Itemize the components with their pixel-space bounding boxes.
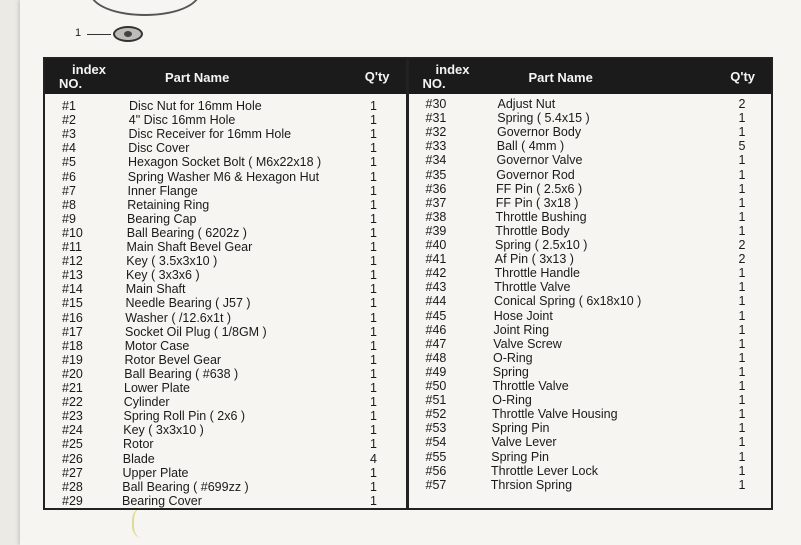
part-index: #10 [62, 225, 83, 240]
part-name: 4" Disc 16mm Hole [128, 113, 236, 128]
part-qty: 1 [738, 209, 746, 224]
part-qty: 1 [738, 477, 746, 492]
part-name: Governor Body [497, 125, 582, 140]
table-header-left [45, 59, 406, 94]
table-row [409, 323, 772, 337]
table-row [45, 296, 406, 310]
table-row [409, 210, 772, 224]
part-name: O-Ring [492, 393, 532, 408]
part-qty: 1 [738, 463, 746, 478]
part-name: Needle Bearing ( J57 ) [125, 296, 251, 311]
table-row [45, 99, 406, 113]
table-row [45, 127, 406, 141]
table-row [409, 294, 772, 308]
part-name: Throttle Valve [494, 280, 571, 295]
part-name: Governor Valve [496, 153, 583, 168]
disc-nut-icon [113, 26, 143, 42]
table-row [45, 325, 406, 339]
table-row [409, 464, 772, 478]
part-qty: 1 [738, 294, 746, 309]
table-row [409, 224, 772, 238]
table-row [45, 395, 406, 409]
part-qty: 5 [738, 139, 746, 154]
table-row [45, 184, 406, 198]
table-row [409, 379, 772, 393]
part-name: Throttle Valve Housing [492, 407, 618, 422]
table-row [409, 393, 772, 407]
part-name: Ball Bearing ( 6202z ) [126, 225, 247, 240]
part-qty: 1 [370, 155, 377, 170]
part-name: Throttle Handle [494, 266, 580, 281]
part-qty: 4 [370, 451, 377, 466]
part-qty: 1 [370, 99, 377, 113]
part-qty: 1 [370, 310, 377, 325]
part-qty: 2 [738, 252, 746, 267]
part-qty: 1 [738, 167, 746, 182]
part-qty: 1 [738, 364, 746, 379]
table-row [409, 125, 772, 139]
part-index: #24 [62, 423, 83, 438]
part-index: #12 [62, 254, 83, 269]
part-qty: 1 [370, 465, 377, 480]
part-index: #48 [425, 350, 447, 365]
part-index: #54 [425, 435, 447, 450]
part-qty: 1 [738, 421, 746, 436]
header-index [423, 63, 483, 91]
part-qty: 1 [738, 350, 746, 365]
table-row [45, 494, 406, 508]
part-qty: 1 [738, 111, 746, 126]
part-name: Main Shaft Bevel Gear [126, 240, 253, 254]
table-row [45, 170, 406, 184]
part-index: #35 [425, 167, 447, 182]
diagram-fragment [90, 0, 200, 16]
parts-table [43, 57, 773, 510]
table-row [45, 141, 406, 155]
part-index: #37 [425, 195, 447, 210]
part-index: #53 [425, 421, 447, 436]
header-part-name: Part Name [165, 70, 230, 85]
part-name: Spring Roll Pin ( 2x6 ) [123, 409, 246, 424]
part-name: Washer ( /12.6x1t ) [125, 310, 232, 325]
part-name: Disc Cover [128, 141, 190, 156]
part-qty: 1 [370, 493, 377, 508]
table-row [45, 353, 406, 367]
callout-number: 1 [75, 27, 82, 39]
table-row [409, 309, 772, 323]
part-name: Conical Spring ( 6x18x10 ) [494, 294, 642, 309]
part-qty: 1 [738, 308, 746, 323]
part-qty: 1 [738, 322, 746, 337]
table-row [409, 153, 772, 167]
table-row [409, 139, 772, 153]
part-qty: 1 [370, 437, 377, 452]
table-row [45, 240, 406, 254]
part-qty: 1 [370, 268, 377, 283]
part-index: #49 [425, 364, 447, 379]
table-row [409, 337, 772, 351]
part-index: #47 [425, 336, 447, 351]
part-name: Motor Case [124, 338, 190, 353]
part-index: #13 [62, 268, 83, 283]
part-name: Key ( 3x3x6 ) [126, 268, 200, 283]
part-name: Spring ( 2.5x10 ) [495, 238, 588, 252]
table-row [409, 252, 772, 266]
part-qty: 1 [738, 435, 746, 450]
part-name: Spring ( 5.4x15 ) [497, 111, 590, 126]
part-qty: 1 [370, 409, 377, 424]
part-qty: 1 [738, 195, 746, 210]
part-index: #30 [425, 97, 447, 111]
part-index: #8 [62, 197, 76, 212]
part-index: #27 [62, 465, 83, 480]
part-qty: 1 [738, 336, 746, 351]
part-qty: 1 [370, 197, 377, 212]
part-index: #15 [62, 296, 83, 311]
part-name: Throttle Body [495, 223, 570, 238]
part-index: #19 [62, 352, 83, 367]
part-index: #51 [425, 393, 447, 408]
part-qty: 1 [370, 479, 377, 494]
part-name: FF Pin ( 3x18 ) [495, 195, 579, 210]
part-name: Joint Ring [493, 322, 550, 337]
part-qty: 1 [738, 223, 746, 238]
part-index: #36 [425, 181, 447, 196]
part-index: #45 [425, 308, 447, 323]
part-index: #1 [62, 99, 76, 113]
part-index: #16 [62, 310, 83, 325]
part-qty: 1 [370, 366, 377, 381]
part-qty: 1 [738, 153, 746, 168]
part-index: #17 [62, 324, 83, 339]
part-index: #52 [425, 407, 447, 422]
table-row [409, 407, 772, 421]
part-name: Main Shaft [125, 282, 186, 297]
table-row [409, 111, 772, 125]
part-name: Spring Pin [491, 421, 550, 436]
part-name: Retaining Ring [127, 197, 210, 212]
part-index: #2 [62, 113, 76, 128]
parts-column-right [409, 59, 772, 508]
table-row [409, 266, 772, 280]
table-row [45, 226, 406, 240]
table-row [409, 182, 772, 196]
table-row [45, 155, 406, 169]
table-row [45, 480, 406, 494]
part-qty: 1 [370, 423, 377, 438]
part-name: Hexagon Socket Bolt ( M6x22x18 ) [128, 155, 322, 170]
part-index: #33 [425, 139, 447, 154]
part-index: #23 [62, 409, 83, 424]
header-qty: Q'ty [364, 69, 390, 84]
pencil-mark [132, 508, 156, 538]
part-qty: 2 [738, 97, 746, 111]
part-qty: 1 [370, 338, 377, 353]
part-index: #43 [425, 280, 447, 295]
part-qty: 1 [370, 169, 377, 184]
part-name: Ball Bearing ( #699zz ) [122, 479, 249, 494]
part-index: #29 [62, 493, 83, 508]
part-index: #25 [62, 437, 83, 452]
table-row [409, 351, 772, 365]
part-name: Key ( 3x3x10 ) [123, 423, 204, 438]
part-name: Upper Plate [122, 465, 189, 480]
callout-leader-line [87, 34, 111, 35]
header-qty: Q'ty [730, 69, 755, 84]
part-qty: 1 [370, 141, 377, 156]
part-name: Disc Receiver for 16mm Hole [128, 127, 292, 142]
part-name: Ball ( 4mm ) [496, 139, 565, 154]
part-name: Blade [122, 451, 155, 466]
part-name: Spring [492, 364, 529, 379]
part-qty: 1 [370, 211, 377, 226]
part-index: #3 [62, 127, 76, 142]
part-qty: 1 [370, 381, 377, 395]
part-index: #38 [425, 209, 447, 224]
header-index-line2: NO. [422, 76, 446, 91]
table-row [409, 365, 772, 379]
part-callout [75, 24, 155, 46]
table-row [409, 450, 772, 464]
part-qty: 1 [738, 379, 746, 393]
part-qty: 1 [738, 280, 746, 295]
table-row [409, 421, 772, 435]
header-index-line1: index [435, 62, 470, 77]
table-row [409, 478, 772, 492]
part-index: #41 [425, 252, 447, 267]
part-index: #21 [62, 381, 83, 395]
part-index: #11 [62, 240, 82, 254]
part-qty: 1 [738, 449, 746, 464]
part-name: Thrsion Spring [490, 477, 573, 492]
part-name: Lower Plate [124, 381, 191, 395]
part-name: Throttle Valve [492, 379, 569, 393]
part-index: #14 [62, 282, 83, 297]
table-row [45, 311, 406, 325]
part-qty: 1 [370, 254, 377, 269]
part-index: #26 [62, 451, 83, 466]
part-qty: 1 [370, 395, 377, 410]
part-name: Rotor Bevel Gear [124, 352, 222, 367]
part-qty: 1 [738, 125, 746, 140]
part-name: Cylinder [123, 395, 170, 410]
part-index: #18 [62, 338, 83, 353]
part-index: #7 [62, 183, 76, 198]
part-qty: 1 [370, 324, 377, 339]
part-index: #44 [425, 294, 447, 309]
table-row [409, 435, 772, 449]
table-row [409, 238, 772, 252]
part-name: Throttle Bushing [495, 209, 587, 224]
part-index: #5 [62, 155, 76, 170]
table-row [45, 268, 406, 282]
part-qty: 1 [370, 113, 377, 128]
table-row [409, 280, 772, 294]
header-part-name: Part Name [528, 70, 593, 85]
part-name: Hose Joint [493, 308, 553, 323]
part-qty: 1 [370, 127, 377, 142]
part-index: #57 [425, 477, 447, 492]
table-row [45, 339, 406, 353]
part-qty: 1 [370, 296, 377, 311]
part-name: Bearing Cap [127, 211, 197, 226]
part-name: FF Pin ( 2.5x6 ) [496, 181, 583, 196]
part-index: #42 [425, 266, 447, 281]
part-name: Throttle Lever Lock [491, 463, 598, 478]
table-row [45, 452, 406, 466]
part-name: Disc Nut for 16mm Hole [129, 99, 262, 113]
table-row [45, 466, 406, 480]
header-index [59, 63, 119, 91]
part-name: Spring Pin [491, 449, 549, 464]
header-index-line1: index [72, 62, 106, 77]
part-name: Af Pin ( 3x13 ) [494, 252, 574, 267]
part-qty: 1 [738, 266, 746, 281]
part-index: #56 [425, 463, 447, 478]
part-index: #9 [62, 211, 76, 226]
part-name: Key ( 3.5x3x10 ) [126, 254, 218, 269]
part-name: Spring Washer M6 & Hexagon Hut [127, 169, 320, 184]
part-qty: 1 [370, 240, 377, 254]
part-name: Valve Lever [491, 435, 557, 450]
table-row [45, 212, 406, 226]
part-qty: 1 [370, 183, 377, 198]
part-index: #40 [425, 238, 447, 252]
part-qty: 1 [738, 393, 746, 408]
table-row [409, 97, 772, 111]
part-index: #55 [425, 449, 447, 464]
part-name: Ball Bearing ( #638 ) [124, 366, 239, 381]
part-name: Bearing Cover [122, 493, 202, 508]
part-index: #32 [425, 125, 447, 140]
part-name: Governor Rod [496, 167, 575, 182]
table-row [45, 409, 406, 423]
table-row [45, 423, 406, 437]
table-header-right [409, 59, 772, 94]
part-name: Adjust Nut [497, 97, 556, 111]
parts-column-left [45, 59, 409, 508]
header-index-line2: NO. [59, 76, 83, 91]
table-row [45, 198, 406, 212]
table-row [45, 437, 406, 451]
part-index: #20 [62, 366, 83, 381]
part-index: #22 [62, 395, 83, 410]
part-index: #6 [62, 169, 76, 184]
part-index: #50 [425, 379, 447, 393]
part-name: Valve Screw [493, 336, 562, 351]
table-row [45, 367, 406, 381]
table-row [45, 282, 406, 296]
part-index: #46 [425, 322, 447, 337]
part-name: Socket Oil Plug ( 1/8GM ) [125, 324, 267, 339]
part-qty: 1 [370, 352, 377, 367]
table-row [409, 168, 772, 182]
part-qty: 1 [370, 225, 377, 240]
part-qty: 1 [738, 181, 746, 196]
part-index: #31 [425, 111, 447, 126]
part-index: #28 [62, 479, 83, 494]
part-qty: 1 [370, 282, 377, 297]
table-row [409, 196, 772, 210]
part-index: #4 [62, 141, 76, 156]
part-index: #39 [425, 223, 447, 238]
part-name: Inner Flange [127, 183, 198, 198]
table-row [45, 254, 406, 268]
part-qty: 2 [738, 238, 746, 252]
table-row [45, 381, 406, 395]
table-row [45, 113, 406, 127]
part-name: O-Ring [493, 350, 533, 365]
part-index: #34 [425, 153, 447, 168]
part-name: Rotor [123, 437, 154, 452]
part-qty: 1 [738, 407, 746, 422]
